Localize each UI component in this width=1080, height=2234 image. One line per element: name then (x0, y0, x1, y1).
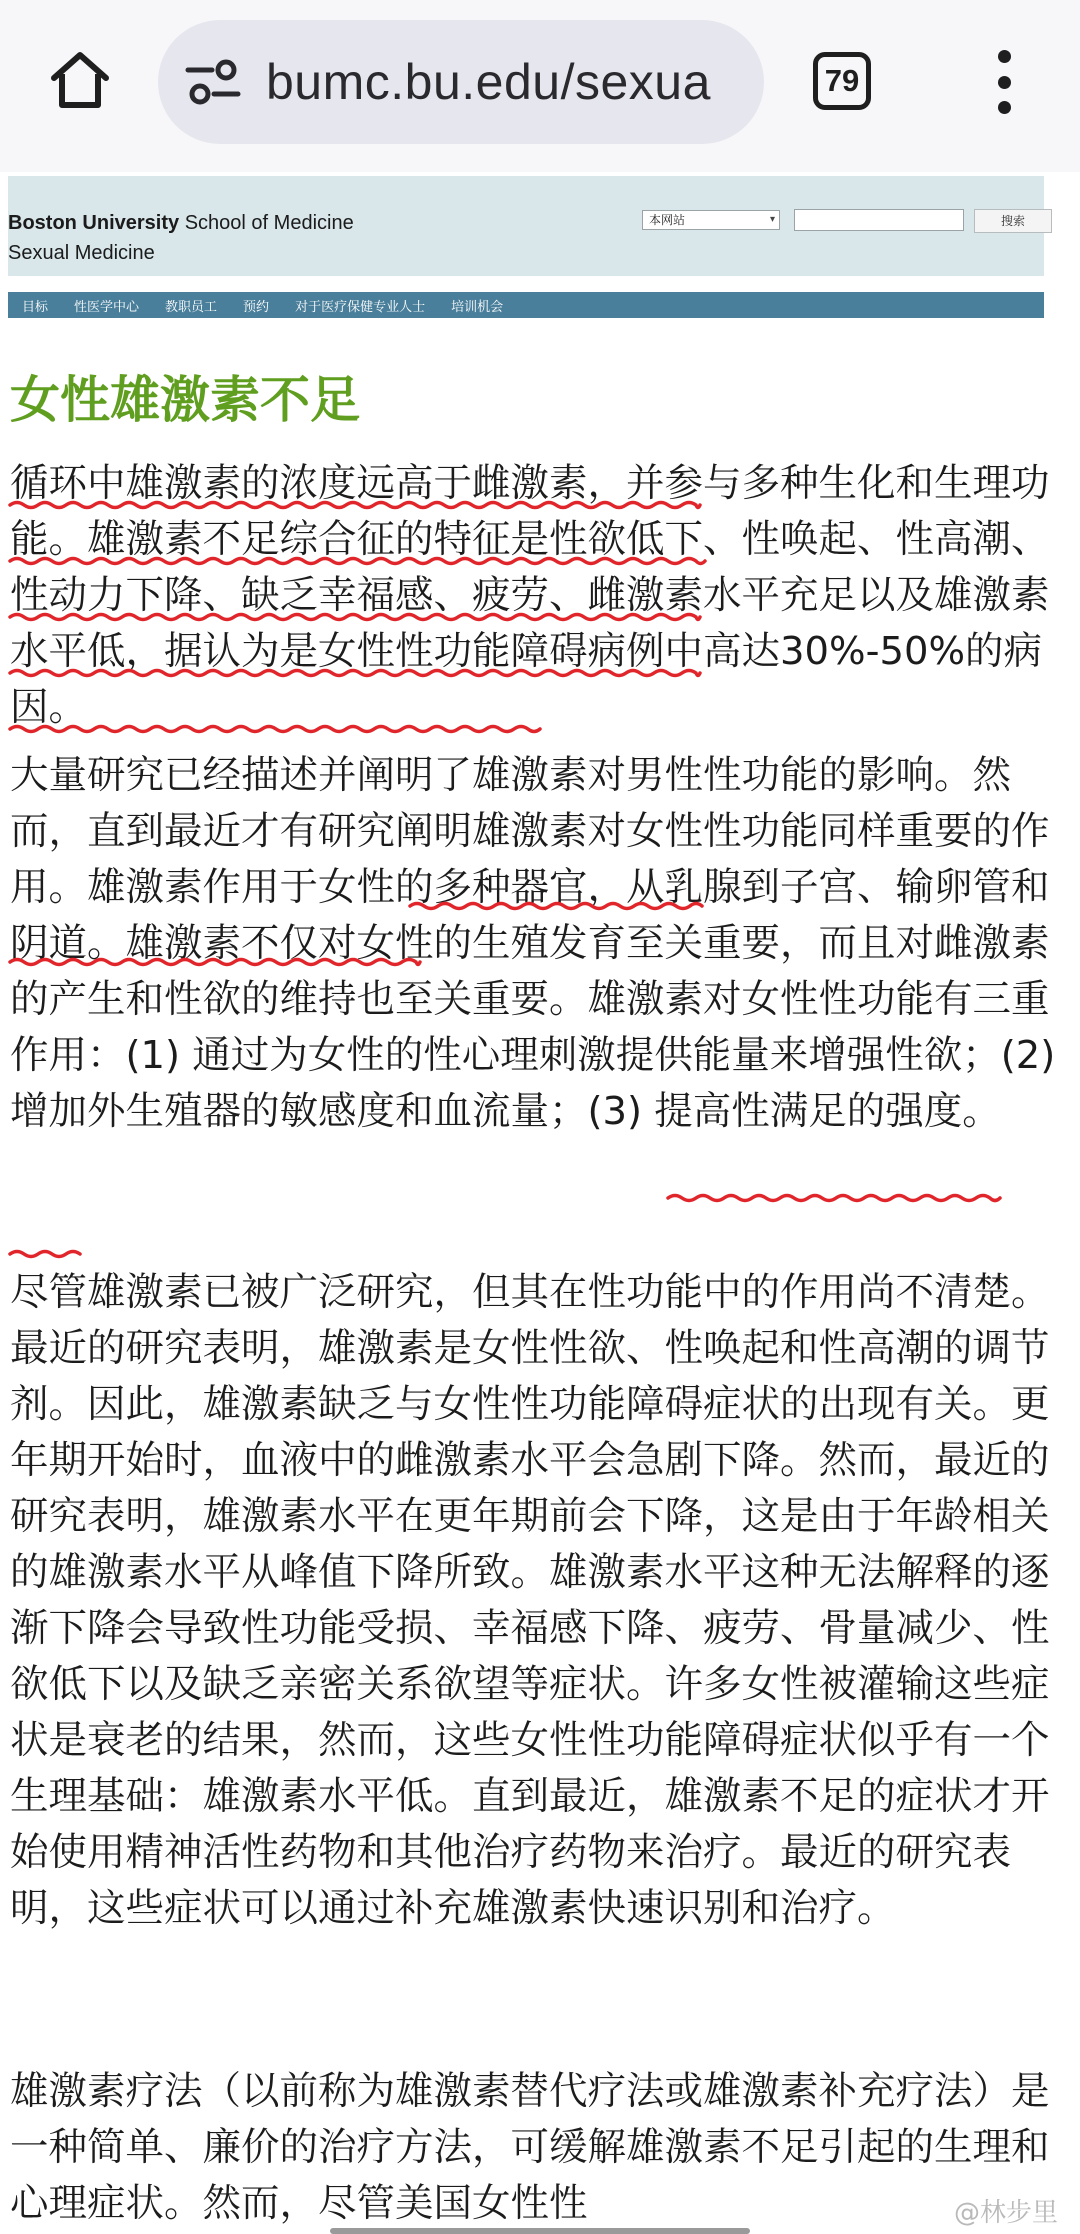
page-title: 女性雄激素不足 (10, 371, 360, 429)
menu-dot-icon (998, 50, 1011, 63)
site-header (8, 176, 1044, 276)
site-settings-icon[interactable] (184, 53, 242, 111)
tab-switcher-button[interactable]: 79 (813, 52, 871, 110)
menu-dot-icon (998, 76, 1011, 89)
nav-item-goals[interactable]: 目标 (22, 299, 49, 315)
site-brand[interactable] (8, 212, 354, 235)
search-button[interactable]: 搜索 (974, 209, 1052, 233)
site-search-input[interactable] (794, 209, 964, 231)
brand-university: Boston University (8, 212, 180, 234)
brand-department[interactable]: Sexual Medicine (8, 242, 155, 264)
watermark: @林步里 (954, 2198, 1059, 2228)
address-bar[interactable] (158, 20, 764, 144)
overflow-menu-button[interactable] (974, 50, 1034, 114)
nav-item-center[interactable]: 性医学中心 (74, 299, 140, 315)
url-text[interactable]: bumc.bu.edu/sexua (266, 54, 711, 110)
site-nav (8, 292, 1044, 318)
gesture-bar[interactable] (330, 2228, 750, 2234)
article-paragraph: 大量研究已经描述并阐明了雄激素对男性性功能的影响。然而，直到最近才有研究阐明雄激素对女性性功能同样重要的作用。雄激素作用于女性的多种器官，从乳腺到子宫、输卵管和阴道。雄激素不仅对女性的生殖发育至关重要，而且对雌激素的产生和性欲的维持也至关重要。雄激素对女性性功能有三重作用：(1) 通过为女性的性心理刺激提供能量来增强性欲；(2) 增加外生殖器的敏感度和血流量；(3) 提高性满足的强度。 (10, 753, 1056, 1134)
browser-toolbar (0, 0, 1080, 172)
article-paragraph: 循环中雄激素的浓度远高于雌激素，并参与多种生化和生理功能。雄激素不足综合征的特征是性欲低下、性唤起、性高潮、性动力下降、缺乏幸福感、疲劳、雌激素水平充足以及雄激素水平低，据认为是女性性功能障碍病例中高达30%-50%的病因。 (10, 461, 1050, 730)
search-scope-value: 本网站 (649, 213, 686, 227)
article-paragraph: 尽管雄激素已被广泛研究，但其在性功能中的作用尚不清楚。最近的研究表明，雄激素是女性性欲、性唤起和性高潮的调节剂。因此，雄激素缺乏与女性性功能障碍症状的出现有关。更年期开始时，血液中的雌激素水平会急剧下降。然而，最近的研究表明，雄激素水平在更年期前会下降，这是由于年龄相关的雄激素水平从峰值下降所致。雄激素水平这种无法解释的逐渐下降会导致性功能受损、幸福感下降、疲劳、骨量减少、性欲低下以及缺乏亲密关系欲望等症状。许多女性被灌输这些症状是衰老的结果，然而，这些女性性功能障碍症状似乎有一个生理基础：雄激素水平低。直到最近，雄激素不足的症状才开始使用精神活性药物和其他治疗药物来治疗。最近的研究表明，这些症状可以通过补充雄激素快速识别和治疗。 (10, 1270, 1050, 1931)
nav-item-training[interactable]: 培训机会 (451, 299, 504, 315)
article-paragraph: 雄激素疗法（以前称为雄激素替代疗法或雄激素补充疗法）是一种简单、廉价的治疗方法，可缓解雄激素不足引起的生理和心理症状。然而，尽管美国女性性 (10, 2069, 1050, 2226)
search-scope-select[interactable] (642, 210, 780, 230)
home-button[interactable] (42, 42, 118, 118)
chevron-down-icon: ▾ (769, 214, 775, 225)
home-icon (48, 48, 112, 112)
menu-dot-icon (998, 101, 1011, 114)
underline-mark (668, 1196, 1000, 1201)
nav-item-appointments[interactable]: 预约 (243, 299, 270, 315)
nav-item-professionals[interactable]: 对于医疗保健专业人士 (295, 299, 426, 315)
underline-mark (10, 1252, 80, 1257)
nav-item-faculty[interactable]: 教职员工 (165, 299, 218, 315)
brand-school: School of Medicine (179, 212, 354, 234)
